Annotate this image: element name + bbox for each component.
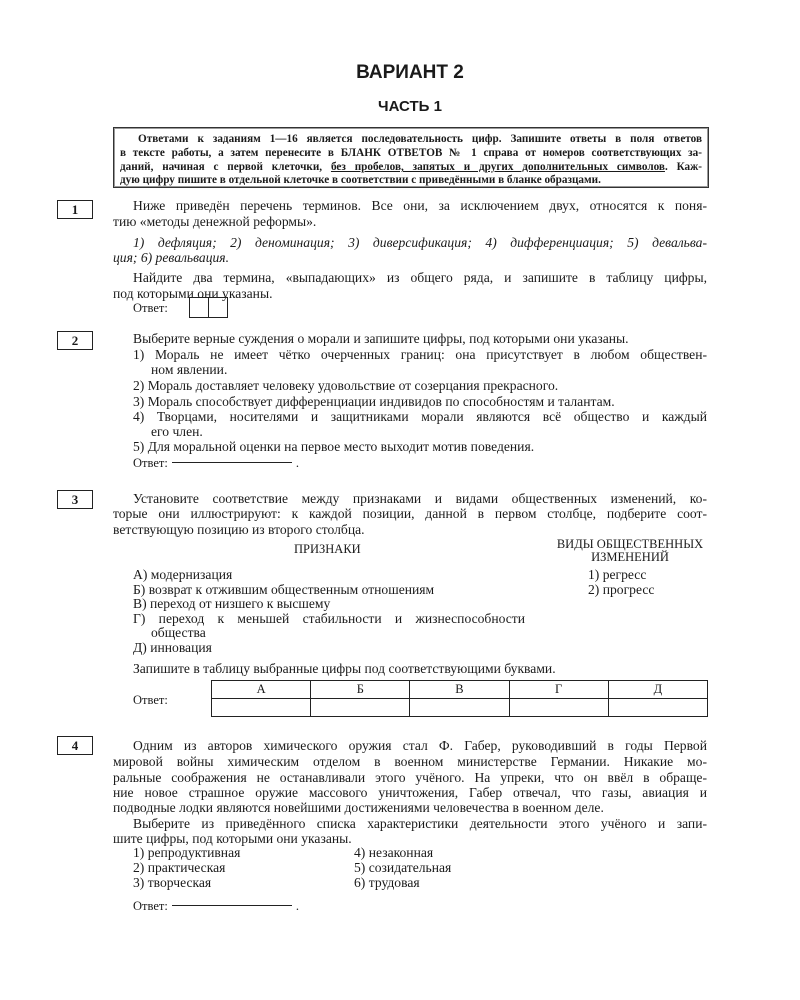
instructions-text: Ответами к заданиям 1—16 является последовательность цифр. Запишите ответы в поля ответов (138, 133, 702, 145)
q3-table-prompt: Запишите в таблицу выбранные цифры под соответствующими буквами. (133, 661, 556, 676)
q4-option: 6) трудовая (354, 875, 420, 890)
q4-text: Выберите из приведённого списка характеристики деятельности этого учёного и запи- (133, 816, 707, 831)
q3-left-item: Д) инновация (133, 640, 212, 655)
answer-label: Ответ: (133, 899, 168, 913)
q4-option: 1) репродуктивная (133, 845, 241, 860)
table-header: В (410, 681, 509, 699)
left-column-header: ПРИЗНАКИ (294, 542, 361, 556)
answer-row: Ответ: . (133, 456, 299, 470)
answer-cell[interactable] (311, 699, 410, 717)
q3-answer-table (211, 680, 708, 717)
instructions-line: в тексте работы, а затем перенесите в БЛАНК ОТВЕТОВ № 1 справа от номеров соответствующих за- (120, 147, 702, 159)
q4-option: 3) творческая (133, 875, 212, 890)
q1-text: тию «методы денежной реформы». (113, 214, 317, 229)
q2-option: его член. (151, 424, 203, 439)
q4-text: мировой войны химическим отделом в военном министерстве Германии. Никакие мо- (113, 754, 707, 769)
q3-left-item: В) переход от низшего к высшему (133, 596, 331, 611)
q1-text: под которыми они указаны. (113, 286, 273, 301)
answer-line[interactable] (172, 462, 292, 463)
answer-cell[interactable] (189, 297, 209, 318)
q4-text: ральные соображения не останавливали этого учёного. На упреки, что он ввёл в обраще- (113, 770, 707, 785)
answer-label: Ответ: (133, 456, 168, 470)
instructions-underlined: без пробелов, запятых и других дополнительных символов (330, 161, 665, 173)
q4-option: 2) практическая (133, 860, 226, 875)
answer-cell[interactable] (509, 699, 608, 717)
q2-option: 2) Мораль доставляет человеку удовольствие от созерцания прекрасного. (133, 378, 559, 393)
answer-cell[interactable] (208, 297, 228, 318)
table-header: Г (509, 681, 608, 699)
q3-left-item: Г) переход к меньшей стабильности и жизнеспособности (133, 611, 525, 626)
question-number: 4 (57, 736, 93, 755)
q2-option: ном явлении. (151, 362, 228, 377)
q2-option: 5) Для моральной оценки на первое место выходит мотив поведения. (133, 439, 535, 454)
answer-row: Ответ: . (133, 899, 299, 913)
part-title: ЧАСТЬ 1 (378, 98, 442, 115)
instructions-text: даний, начиная с первой клеточки, (120, 161, 331, 173)
answer-label: Ответ: (133, 693, 168, 707)
question-number: 2 (57, 331, 93, 350)
q3-left-item: А) модернизация (133, 567, 233, 582)
instructions-text: . Каж- (664, 161, 702, 173)
q3-left-item: общества (151, 625, 206, 640)
instructions-line (120, 160, 702, 174)
q4-text: Одним из авторов химического оружия стал Ф. Габер, руководивший в годы Первой (133, 738, 707, 753)
instructions-line (120, 132, 702, 146)
q2-text: Выберите верные суждения о морали и запишите цифры, под которыми они указаны. (133, 331, 629, 346)
q1-answer-cells[interactable] (190, 297, 228, 318)
question-number: 3 (57, 490, 93, 509)
q4-text: шите цифры, под которыми они указаны. (113, 831, 352, 846)
q2-option: 1) Мораль не имеет чётко очерченных границ: она присутствует в любом обществен- (133, 347, 707, 362)
q3-right-item: 1) регресс (588, 567, 647, 582)
q4-text: ние новое страшное оружие массового уничтожения, Габер отвечал, что газы, авиация и (113, 785, 707, 800)
instructions-line: дую цифру пишите в отдельной клеточке в соответствии с приведёнными в бланке образцами. (120, 174, 601, 186)
right-column-header: ИЗМЕНЕНИЙ (591, 550, 669, 564)
q4-option: 4) незаконная (354, 845, 434, 860)
table-header: А (212, 681, 311, 699)
answer-label: Ответ: (133, 301, 168, 315)
q4-text: подводные лодки являются новейшими достижениями человечества в военном деле. (113, 800, 604, 815)
q2-option: 3) Мораль способствует дифференциации индивидов по способностям и талантам. (133, 394, 615, 409)
table-header: Б (311, 681, 410, 699)
q1-text: Ниже приведён перечень терминов. Все они, за исключением двух, относятся к поня- (133, 198, 707, 213)
q3-text: торые они иллюстрируют: к каждой позиции, данной в первом столбце, подберите соот- (113, 506, 707, 521)
answer-cell[interactable] (608, 699, 707, 717)
right-column-header: ВИДЫ ОБЩЕСТВЕННЫХ (556, 537, 704, 551)
answer-line[interactable] (172, 905, 292, 906)
q3-text: ветствующую позицию из второго столбца. (113, 522, 365, 537)
q1-terms: 1) дефляция; 2) деноминация; 3) диверсификация; 4) дифференциация; 5) девальва- (133, 235, 707, 250)
q3-text: Установите соответствие между признаками и видами общественных изменений, ко- (133, 491, 707, 506)
q3-left-item: Б) возврат к отжившим общественным отношениям (133, 582, 435, 597)
question-number: 1 (57, 200, 93, 219)
answer-cell[interactable] (212, 699, 311, 717)
q1-text: Найдите два термина, «выпадающих» из общего ряда, и запишите в таблицу цифры, (133, 270, 707, 285)
q1-terms: ция; 6) ревальвация. (113, 250, 230, 265)
q4-option: 5) созидательная (354, 860, 452, 875)
q3-right-item: 2) прогресс (588, 582, 655, 597)
variant-title: ВАРИАНТ 2 (356, 62, 464, 83)
q2-option: 4) Творцами, носителями и защитниками морали являются всё общество и каждый (133, 409, 707, 424)
answer-cell[interactable] (410, 699, 509, 717)
table-header: Д (608, 681, 707, 699)
